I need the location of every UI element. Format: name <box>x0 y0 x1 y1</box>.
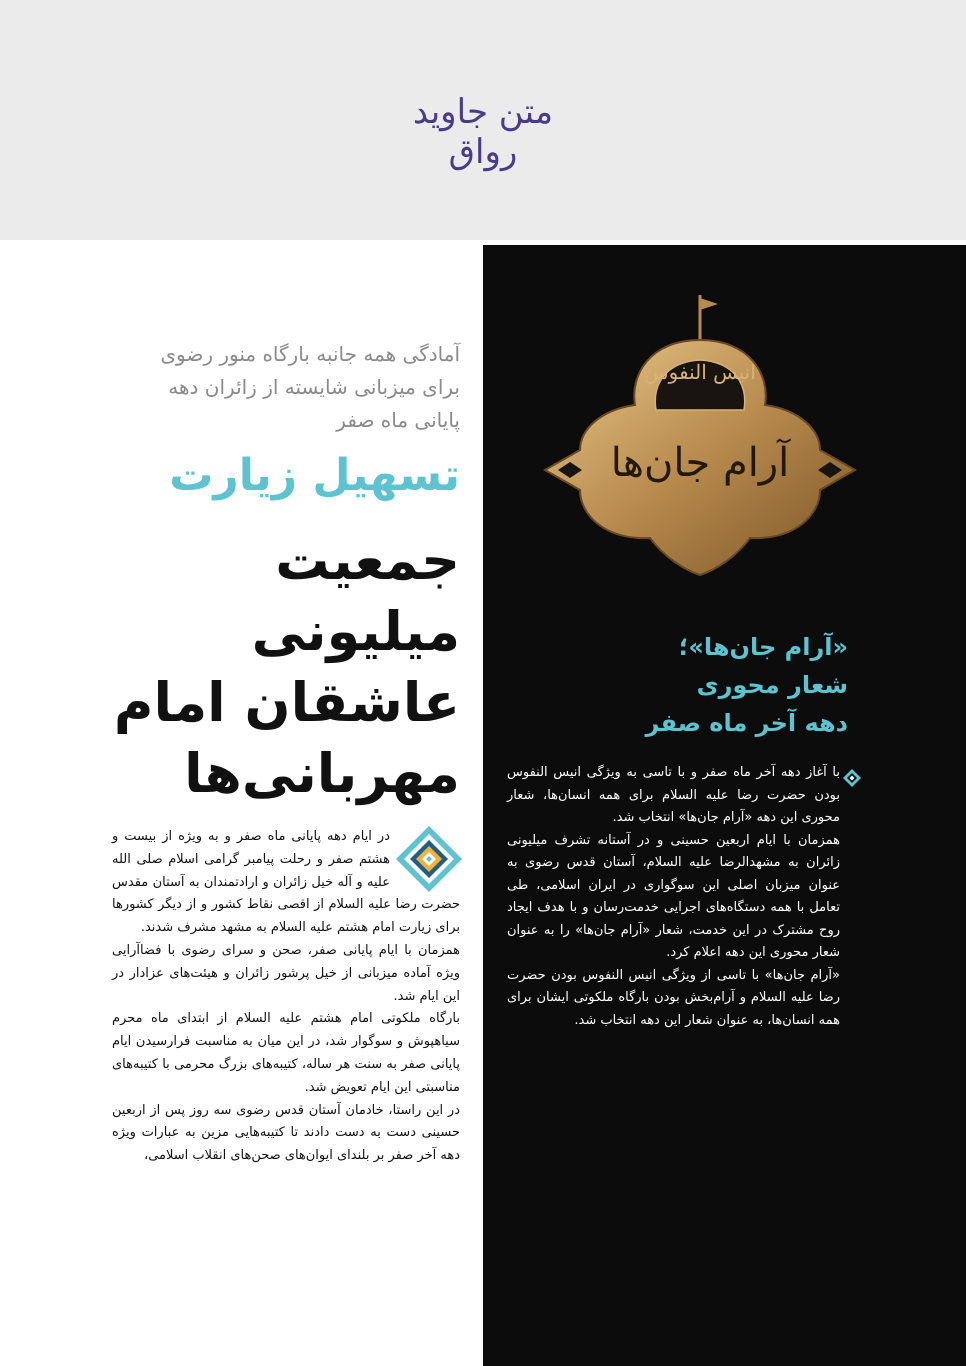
sidebar-paragraph: با آغاز دهه آخر ماه صفر و با تاسی به ویژگی انیس النفوس بودن حضرت رضا علیه السلام برای همه انسان‌ها، شعار محوری این دهه «آرام جان‌ها» انتخاب شد. <box>507 765 840 825</box>
article-paragraph: در ایام دهه پایانی ماه صفر و به ویژه از بیست و هشتم صفر و رحلت پیامبر گرامی اسلام صلی الله علیه و آله خیل زائران و ارادتمندان به آستان مقدس حضرت رضا علیه السلام از اقصی نقاط کشور و از دیگر کشورها برای زیارت امام هشتم علیه السلام به مشهد مشرف شدند. <box>112 829 460 936</box>
logo-calligraphy: متن جاوید رواق <box>412 92 554 172</box>
sidebar-heading <box>520 628 848 742</box>
headline-line: مهربانی‌ها <box>184 742 460 805</box>
ornament-icon <box>843 769 861 787</box>
emblem-image <box>540 290 860 580</box>
sidebar-body <box>507 762 840 1032</box>
header-band <box>0 0 966 240</box>
emblem-small-caption: انیس النفوس <box>644 360 756 384</box>
article-paragraph: در این راستا، خادمان آستان قدس رضوی سه روز پس از اربعین حسینی دست به دست دادند تا کتیبه‌هایی مزین به عبارات ویژه دهه آخر صفر بر بلندای ایوان‌های صحن‌های انقلاب اسلامی، <box>112 1102 460 1164</box>
sidebar-paragraph: «آرام جان‌ها» با تاسی از ویژگی انیس النفوس بودن حضرت رضا علیه السلام و آرام‌بخش بودن بارگاه ملکوتی ایشان برای همه انسان‌ها، به عنوان شعار این دهه انتخاب شد. <box>507 967 840 1028</box>
headline-line: عاشقان امام <box>113 671 460 734</box>
sidebar-heading-line: دهه آخر ماه صفر <box>645 709 848 737</box>
article-body <box>112 826 460 1168</box>
article-paragraph: بارگاه ملکوتی امام هشتم علیه السلام از ابتدای ماه محرم سیاهپوش و سوگوار شد، در این میان به مناسبت فرارسیدن ایام پایانی صفر به سنت هر ساله، کتیبه‌های بزرگ محرمی با کتیبه‌های مناسبتی این ایام تعویض شد. <box>112 1011 460 1095</box>
article-kicker: تسهیل زیارت <box>169 450 460 501</box>
sidebar-heading-line: شعار محوری <box>696 671 848 699</box>
article-paragraph: همزمان با ایام پایانی صفر، صحن و سرای رضوی با فضاآرایی ویژه آماده میزبانی از خیل پرشور زائران و هیئت‌های عزادار در این ایام شد. <box>112 942 460 1004</box>
article-subtitle: آمادگی همه جانبه بارگاه منور رضوی برای میزبانی شایسته از زائران دهه پایانی ماه صفر <box>160 342 460 432</box>
ornament-spacer <box>390 826 460 892</box>
magazine-logo <box>403 62 563 212</box>
emblem-main-caption: آرام جان‌ها <box>610 440 790 486</box>
headline-line: میلیونی <box>251 600 460 663</box>
article-headline <box>40 525 460 809</box>
sidebar-heading-line: «آرام جان‌ها»؛ <box>678 633 848 661</box>
sidebar-paragraph: همزمان با ایام اربعین حسینی و در آستانه تشرف میلیونی زائران به مشهدالرضا علیه السلام، آستان قدس رضوی به عنوان میزبان اصلی این سوگواری در ایران اسلامی، طی تعامل با همه دستگاه‌های اجرایی خدمت‌رسان و با هدف ایجاد روح مشترک در این خدمت، شعار «آرام جان‌ها» را به عنوان شعار محوری این دهه اعلام کرد. <box>507 832 840 960</box>
headline-line: جمعیت <box>275 529 460 592</box>
